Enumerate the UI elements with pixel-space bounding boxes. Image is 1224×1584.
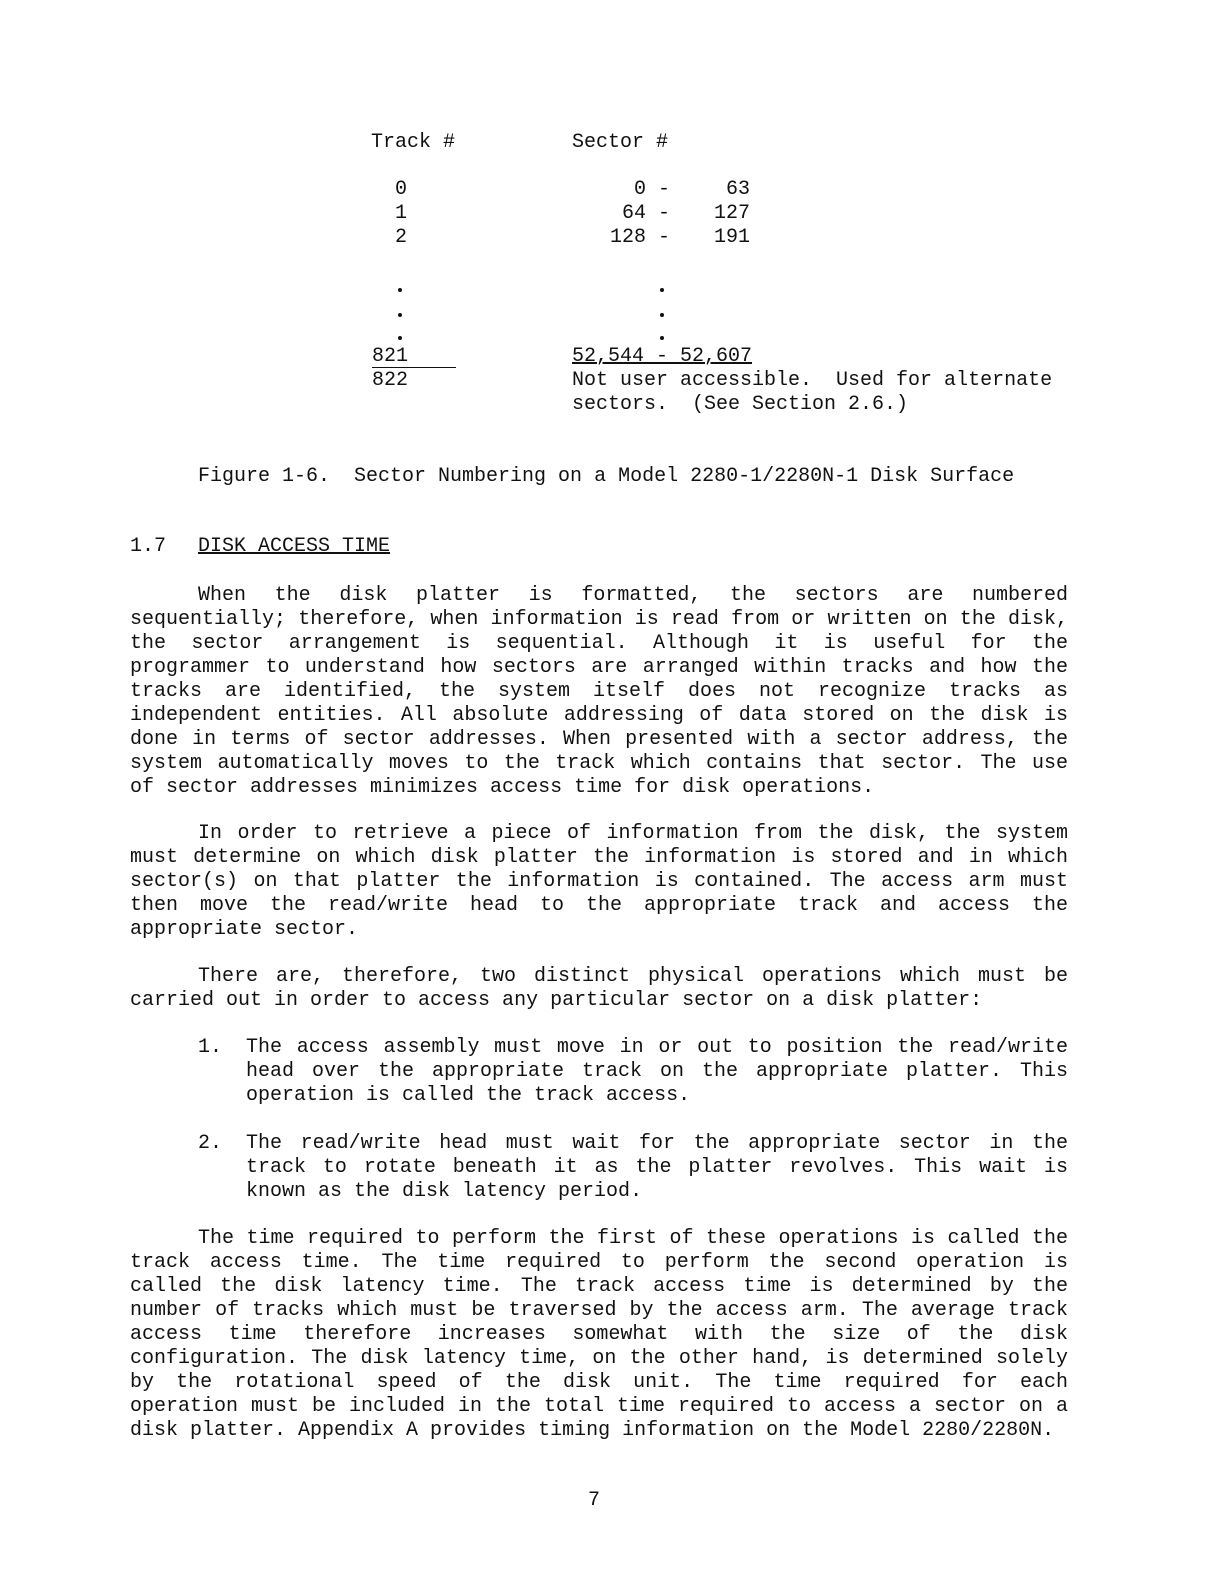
list-item-line: The access assembly must move in or out to position the read/write	[246, 1036, 1068, 1059]
sector-from-cell: 0 -	[633, 178, 670, 201]
ellipsis-dot	[398, 288, 402, 292]
list-item-line: track to rotate beneath it as the platter revolves. This wait is	[246, 1156, 1068, 1179]
track-cell: 0	[395, 178, 408, 201]
list-item-number: 2.	[198, 1132, 223, 1155]
paragraph-line: sector(s) on that platter the information is contained. The access arm must	[130, 870, 1068, 893]
ellipsis-dot	[398, 313, 402, 317]
last-track-cell: 821	[372, 345, 456, 368]
paragraph-line: In order to retrieve a piece of information from the disk, the system	[198, 822, 1068, 845]
sector-from-cell: 128 -	[609, 226, 670, 249]
paragraph-line: The time required to perform the first of these operations is called the	[198, 1227, 1068, 1250]
paragraph-line: of sector addresses minimizes access time for disk operations.	[130, 776, 875, 799]
sector-from-cell: 64 -	[621, 202, 670, 225]
paragraph	[130, 965, 1068, 1013]
sector-to-cell: 127	[713, 202, 750, 225]
last-sector-range: 52,544 - 52,607	[572, 345, 753, 368]
paragraph	[130, 584, 1068, 800]
paragraph-line: must determine on which disk platter the information is stored and in which	[130, 846, 1068, 869]
paragraph-line: tracks are identified, the system itself does not recognize tracks as	[130, 680, 1068, 703]
paragraph-line: access time therefore increases somewhat with the size of the disk	[130, 1323, 1068, 1346]
paragraph-line: independent entities. All absolute addressing of data stored on the disk is	[130, 704, 1068, 727]
paragraph	[130, 1227, 1068, 1443]
column-header-sector: Sector #	[572, 131, 669, 154]
list-item-line: The read/write head must wait for the appropriate sector in the	[246, 1132, 1068, 1155]
paragraph-line: carried out in order to access any particular sector on a disk platter:	[130, 989, 983, 1012]
column-header-track: Track #	[371, 131, 456, 154]
reserved-track-cell: 822	[372, 369, 409, 392]
ellipsis-dot	[398, 336, 402, 340]
figure-caption: Figure 1-6. Sector Numbering on a Model 2280-1/2280N-1 Disk Surface	[198, 465, 1015, 488]
section-number: 1.7	[130, 535, 167, 558]
ellipsis-dot	[660, 313, 664, 317]
sector-to-cell: 63	[725, 178, 750, 201]
paragraph-line: disk platter. Appendix A provides timing information on the Model 2280/2280N.	[130, 1419, 1055, 1442]
paragraph-line: programmer to understand how sectors are arranged within tracks and how the	[130, 656, 1068, 679]
paragraph-line: There are, therefore, two distinct physical operations which must be	[198, 965, 1068, 988]
paragraph-line: done in terms of sector addresses. When presented with a sector address, the	[130, 728, 1068, 751]
paragraph-line: then move the read/write head to the appropriate track and access the	[130, 894, 1068, 917]
paragraph-line: appropriate sector.	[130, 918, 359, 941]
track-cell: 1	[395, 202, 408, 225]
paragraph-line: by the rotational speed of the disk unit. The time required for each	[130, 1371, 1068, 1394]
paragraph	[130, 822, 1068, 942]
reserved-note: Not user accessible. Used for alternate	[572, 369, 1053, 392]
list-item-line: operation is called the track access.	[246, 1084, 691, 1107]
section-title: DISK ACCESS TIME	[198, 535, 391, 558]
reserved-note: sectors. (See Section 2.6.)	[572, 393, 909, 416]
page-number: 7	[588, 1489, 601, 1512]
paragraph-line: system automatically moves to the track which contains that sector. The use	[130, 752, 1068, 775]
paragraph-line: configuration. The disk latency time, on the other hand, is determined solely	[130, 1347, 1068, 1370]
list-item-number: 1.	[198, 1036, 223, 1059]
paragraph-line: sequentially; therefore, when information is read from or written on the disk,	[130, 608, 1068, 631]
list-item-line: head over the appropriate track on the appropriate platter. This	[246, 1060, 1068, 1083]
paragraph-line: operation must be included in the total time required to access a sector on a	[130, 1395, 1068, 1418]
paragraph-line: track access time. The time required to perform the second operation is	[130, 1251, 1068, 1274]
sector-to-cell: 191	[713, 226, 750, 249]
track-cell: 2	[395, 226, 408, 249]
ellipsis-dot	[660, 288, 664, 292]
paragraph-line: called the disk latency time. The track access time is determined by the	[130, 1275, 1068, 1298]
ellipsis-dot	[660, 336, 664, 340]
paragraph-line: number of tracks which must be traversed by the access arm. The average track	[130, 1299, 1068, 1322]
paragraph-line: the sector arrangement is sequential. Although it is useful for the	[130, 632, 1068, 655]
paragraph-line: When the disk platter is formatted, the sectors are numbered	[198, 584, 1068, 607]
list-item-line: known as the disk latency period.	[246, 1180, 643, 1203]
